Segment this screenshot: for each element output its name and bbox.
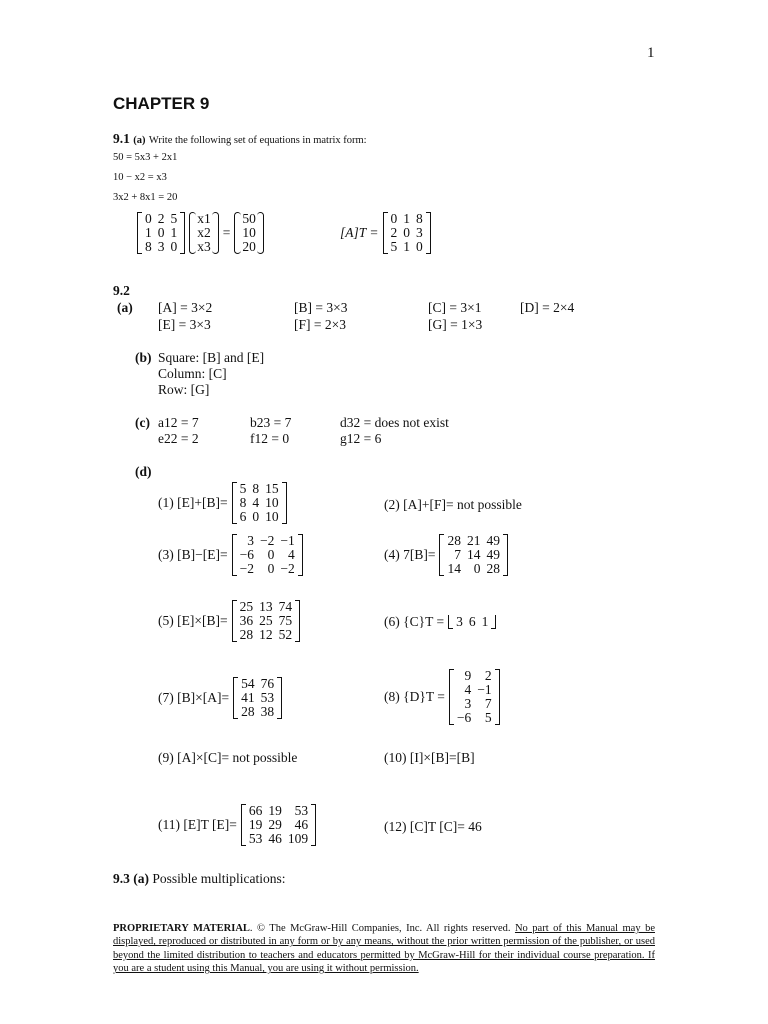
matrix-row xyxy=(194,212,214,226)
item-d3 xyxy=(158,534,303,576)
matrix-cell: −1 xyxy=(280,533,295,548)
item-d4 xyxy=(384,534,508,576)
item-d6 xyxy=(384,614,496,630)
value-e22: e22 = 2 xyxy=(158,431,199,446)
matrix-cell: 52 xyxy=(278,627,293,642)
matrix-cell: 0 xyxy=(403,225,411,240)
matrix-row xyxy=(142,240,180,254)
matrix-cell: 53 xyxy=(294,803,309,818)
matrix-cell: 53 xyxy=(248,831,263,846)
square-answer: Square: [B] and [E] xyxy=(158,350,265,365)
matrix-cell: x2 xyxy=(197,225,211,240)
dim-G: [G] = 1×3 xyxy=(428,317,483,332)
matrix-row xyxy=(237,614,296,628)
transpose-equation xyxy=(340,212,431,254)
matrix-cell: 46 xyxy=(294,817,309,832)
matrix-form-equation xyxy=(137,212,264,254)
matrix-cell: 3 xyxy=(157,239,165,254)
matrix-cell: 0 xyxy=(416,239,423,254)
matrix-cell: 54 xyxy=(241,676,255,691)
matrix-cell: 1 xyxy=(170,225,178,240)
matrix-cell: 10 xyxy=(265,495,279,510)
matrix-row xyxy=(239,212,259,226)
matrix-row xyxy=(237,628,296,642)
matrix-cell: 7 xyxy=(484,696,492,711)
matrix-cell: 0 xyxy=(267,561,275,576)
d1-matrix xyxy=(232,482,287,524)
matrix-cell: 10 xyxy=(242,225,256,240)
rhs-vector xyxy=(234,212,264,254)
matrix-cell: 12 xyxy=(259,627,273,642)
problem-9-3-header xyxy=(113,871,286,887)
matrix-row xyxy=(142,226,180,240)
dim-B: [B] = 3×3 xyxy=(294,300,348,315)
dim-E: [E] = 3×3 xyxy=(158,317,211,332)
matrix-cell: 5 xyxy=(484,710,492,725)
value-d32: d32 = does not exist xyxy=(340,415,449,430)
matrix-cell: −6 xyxy=(239,547,254,562)
matrix-row xyxy=(237,510,282,524)
matrix-cell: 15 xyxy=(265,481,279,496)
problem-prompt: Write the following set of equations in matrix form: xyxy=(148,135,367,146)
matrix-cell: 53 xyxy=(260,690,275,705)
d7-matrix xyxy=(233,677,282,719)
matrix-cell: 4 xyxy=(287,547,295,562)
part-d-label: (d) xyxy=(135,464,152,479)
matrix-row xyxy=(444,548,503,562)
matrix-cell: 0 xyxy=(157,225,165,240)
matrix-cell: 6 xyxy=(468,614,476,629)
matrix-row xyxy=(239,240,259,254)
matrix-row xyxy=(454,683,495,697)
d8-matrix xyxy=(449,669,500,725)
d5-matrix xyxy=(232,600,301,642)
matrix-cell: 1 xyxy=(403,239,411,254)
matrix-row xyxy=(239,226,259,240)
matrix-cell: 1 xyxy=(481,614,489,629)
matrix-cell: 0 xyxy=(390,211,398,226)
d4-matrix xyxy=(439,534,508,576)
problem-9-1-header xyxy=(113,131,367,147)
matrix-row xyxy=(237,562,298,576)
matrix-row xyxy=(444,562,503,576)
matrix-cell: 28 xyxy=(447,533,461,548)
matrix-cell: 19 xyxy=(248,817,263,832)
matrix-cell: 0 xyxy=(473,561,481,576)
matrix-cell: −2 xyxy=(280,561,295,576)
matrix-row xyxy=(454,697,495,711)
matrix-cell: 1 xyxy=(403,211,411,226)
matrix-cell: 41 xyxy=(241,690,255,705)
dim-D: [D] = 2×4 xyxy=(520,300,575,315)
matrix-cell: 3 xyxy=(456,614,463,629)
d8-label: (8) {D}T = xyxy=(384,689,445,704)
matrix-cell: 49 xyxy=(486,547,500,562)
matrix-cell: x1 xyxy=(197,211,211,226)
matrix-row xyxy=(237,534,298,548)
matrix-row xyxy=(454,711,495,725)
matrix-cell: 0 xyxy=(267,547,275,562)
row-answer: Row: [G] xyxy=(158,382,210,397)
matrix-cell: 5 xyxy=(239,481,247,496)
equation-2: 10 − x2 = x3 xyxy=(113,172,167,183)
matrix-cell: 0 xyxy=(252,509,260,524)
matrix-cell: −2 xyxy=(239,561,254,576)
matrix-cell: 0 xyxy=(170,239,178,254)
value-b23: b23 = 7 xyxy=(250,415,292,430)
matrix-cell: 8 xyxy=(239,495,247,510)
problem-label: 9.1 xyxy=(113,131,130,146)
part-b-label: (b) xyxy=(135,350,152,365)
d6-label: (6) {C}T = xyxy=(384,614,445,629)
item-d10: (10) [I]×[B]=[B] xyxy=(384,750,475,765)
matrix-cell: 25 xyxy=(239,599,254,614)
matrix-row xyxy=(388,212,426,226)
matrix-cell: 8 xyxy=(416,211,423,226)
part-a-label: (a) xyxy=(117,300,133,315)
value-g12: g12 = 6 xyxy=(340,431,382,446)
d6-row-vector xyxy=(448,615,496,629)
matrix-row xyxy=(453,615,491,629)
matrix-row xyxy=(238,705,277,719)
chapter-title: CHAPTER 9 xyxy=(113,94,210,113)
part-label: (a) xyxy=(133,135,146,146)
matrix-cell: 2 xyxy=(390,225,398,240)
matrix-cell: 5 xyxy=(390,239,398,254)
matrix-cell: 46 xyxy=(268,831,282,846)
transpose-label: [A]T = xyxy=(340,225,379,240)
d7-label: (7) [B]×[A]= xyxy=(158,690,230,705)
matrix-cell: 36 xyxy=(239,613,254,628)
matrix-cell: 8 xyxy=(252,481,260,496)
part-c-label: (c) xyxy=(135,415,150,430)
matrix-row xyxy=(246,832,311,846)
item-d11 xyxy=(158,804,316,846)
matrix-row xyxy=(237,496,282,510)
equals-sign: = xyxy=(222,225,231,240)
matrix-cell: 74 xyxy=(278,599,293,614)
matrix-row xyxy=(444,534,503,548)
matrix-cell: 38 xyxy=(260,704,275,719)
matrix-row xyxy=(246,804,311,818)
d4-label: (4) 7[B]= xyxy=(384,547,436,562)
matrix-row xyxy=(388,240,426,254)
value-f12: f12 = 0 xyxy=(250,431,290,446)
matrix-cell: 75 xyxy=(278,613,293,628)
matrix-cell: 3 xyxy=(416,225,423,240)
d3-matrix xyxy=(232,534,303,576)
d11-matrix xyxy=(241,804,316,846)
problem-9-3-part: (a) xyxy=(133,871,149,886)
footer-bold: PROPRIETARY MATERIAL xyxy=(113,923,250,934)
matrix-cell: 4 xyxy=(252,495,260,510)
footer-plain: . © The McGraw-Hill Companies, Inc. All rights reserved. xyxy=(249,923,515,934)
matrix-row xyxy=(237,482,282,496)
matrix-cell: 1 xyxy=(145,225,152,240)
d5-label: (5) [E]×[B]= xyxy=(158,613,228,628)
matrix-cell: 28 xyxy=(241,704,255,719)
problem-9-3-text: Possible multiplications: xyxy=(152,871,286,886)
matrix-cell: 7 xyxy=(454,547,461,562)
d3-label: (3) [B]−[E]= xyxy=(158,547,228,562)
matrix-cell: 6 xyxy=(239,509,247,524)
transpose-matrix xyxy=(383,212,431,254)
matrix-row xyxy=(237,548,298,562)
dim-F: [F] = 2×3 xyxy=(294,317,346,332)
problem-9-3-label: 9.3 xyxy=(113,871,130,886)
value-a12: a12 = 7 xyxy=(158,415,199,430)
matrix-row xyxy=(246,818,311,832)
matrix-row xyxy=(142,212,180,226)
matrix-row xyxy=(194,226,214,240)
d11-label: (11) [E]T [E]= xyxy=(158,817,237,832)
item-d1 xyxy=(158,482,287,524)
dim-A: [A] = 3×2 xyxy=(158,300,213,315)
item-d8 xyxy=(384,669,500,725)
matrix-cell: 9 xyxy=(464,668,472,683)
matrix-cell: 3 xyxy=(464,696,472,711)
footer-underlined: No part of this Manual may be displayed, reproduced or distributed in any form or by any means, without the prior written permission of the publisher, or used beyond the limited distribution to teachers and educators permitted by McGraw-Hill for their individual course preparation. If you are a student using this Manual, you are using it without permission. xyxy=(113,923,655,975)
equation-1: 50 = 5x3 + 2x1 xyxy=(113,152,178,163)
matrix-cell: 0 xyxy=(145,211,152,226)
matrix-cell: 2 xyxy=(157,211,165,226)
matrix-cell: 28 xyxy=(239,627,254,642)
problem-9-2-label: 9.2 xyxy=(113,283,130,298)
matrix-cell: 21 xyxy=(466,533,481,548)
matrix-cell: 14 xyxy=(447,561,461,576)
matrix-cell: −6 xyxy=(456,710,472,725)
matrix-cell: 109 xyxy=(287,831,309,846)
equation-3: 3x2 + 8x1 = 20 xyxy=(113,192,178,203)
coefficient-matrix xyxy=(137,212,185,254)
item-d7 xyxy=(158,677,282,719)
matrix-cell: −2 xyxy=(259,533,275,548)
item-d9: (9) [A]×[C]= not possible xyxy=(158,750,298,765)
matrix-row xyxy=(454,669,495,683)
matrix-cell: 10 xyxy=(265,509,279,524)
matrix-cell: 49 xyxy=(486,533,500,548)
matrix-row xyxy=(238,677,277,691)
matrix-cell: 19 xyxy=(268,803,282,818)
matrix-row xyxy=(238,691,277,705)
copyright-footer xyxy=(113,922,655,976)
matrix-cell: 2 xyxy=(484,668,492,683)
matrix-cell: 29 xyxy=(268,817,282,832)
matrix-row xyxy=(388,226,426,240)
matrix-cell: 13 xyxy=(259,599,273,614)
matrix-cell: x3 xyxy=(197,239,211,254)
column-answer: Column: [C] xyxy=(158,366,227,381)
matrix-cell: 4 xyxy=(464,682,472,697)
matrix-row xyxy=(194,240,214,254)
matrix-cell: 50 xyxy=(242,211,256,226)
item-d12: (12) [C]T [C]= 46 xyxy=(384,819,482,834)
matrix-cell: 76 xyxy=(260,676,275,691)
matrix-cell: 8 xyxy=(145,239,152,254)
matrix-cell: 25 xyxy=(259,613,273,628)
matrix-cell: 66 xyxy=(248,803,263,818)
item-d5 xyxy=(158,600,300,642)
matrix-cell: 28 xyxy=(486,561,500,576)
matrix-cell: 3 xyxy=(247,533,254,548)
matrix-cell: 20 xyxy=(242,239,256,254)
matrix-cell: 5 xyxy=(170,211,178,226)
matrix-cell: 14 xyxy=(466,547,481,562)
dim-C: [C] = 3×1 xyxy=(428,300,482,315)
matrix-cell: −1 xyxy=(477,682,492,697)
page-number: 1 xyxy=(647,45,655,61)
d1-label: (1) [E]+[B]= xyxy=(158,495,228,510)
matrix-row xyxy=(237,600,296,614)
unknown-vector xyxy=(189,212,219,254)
item-d2: (2) [A]+[F]= not possible xyxy=(384,497,522,512)
